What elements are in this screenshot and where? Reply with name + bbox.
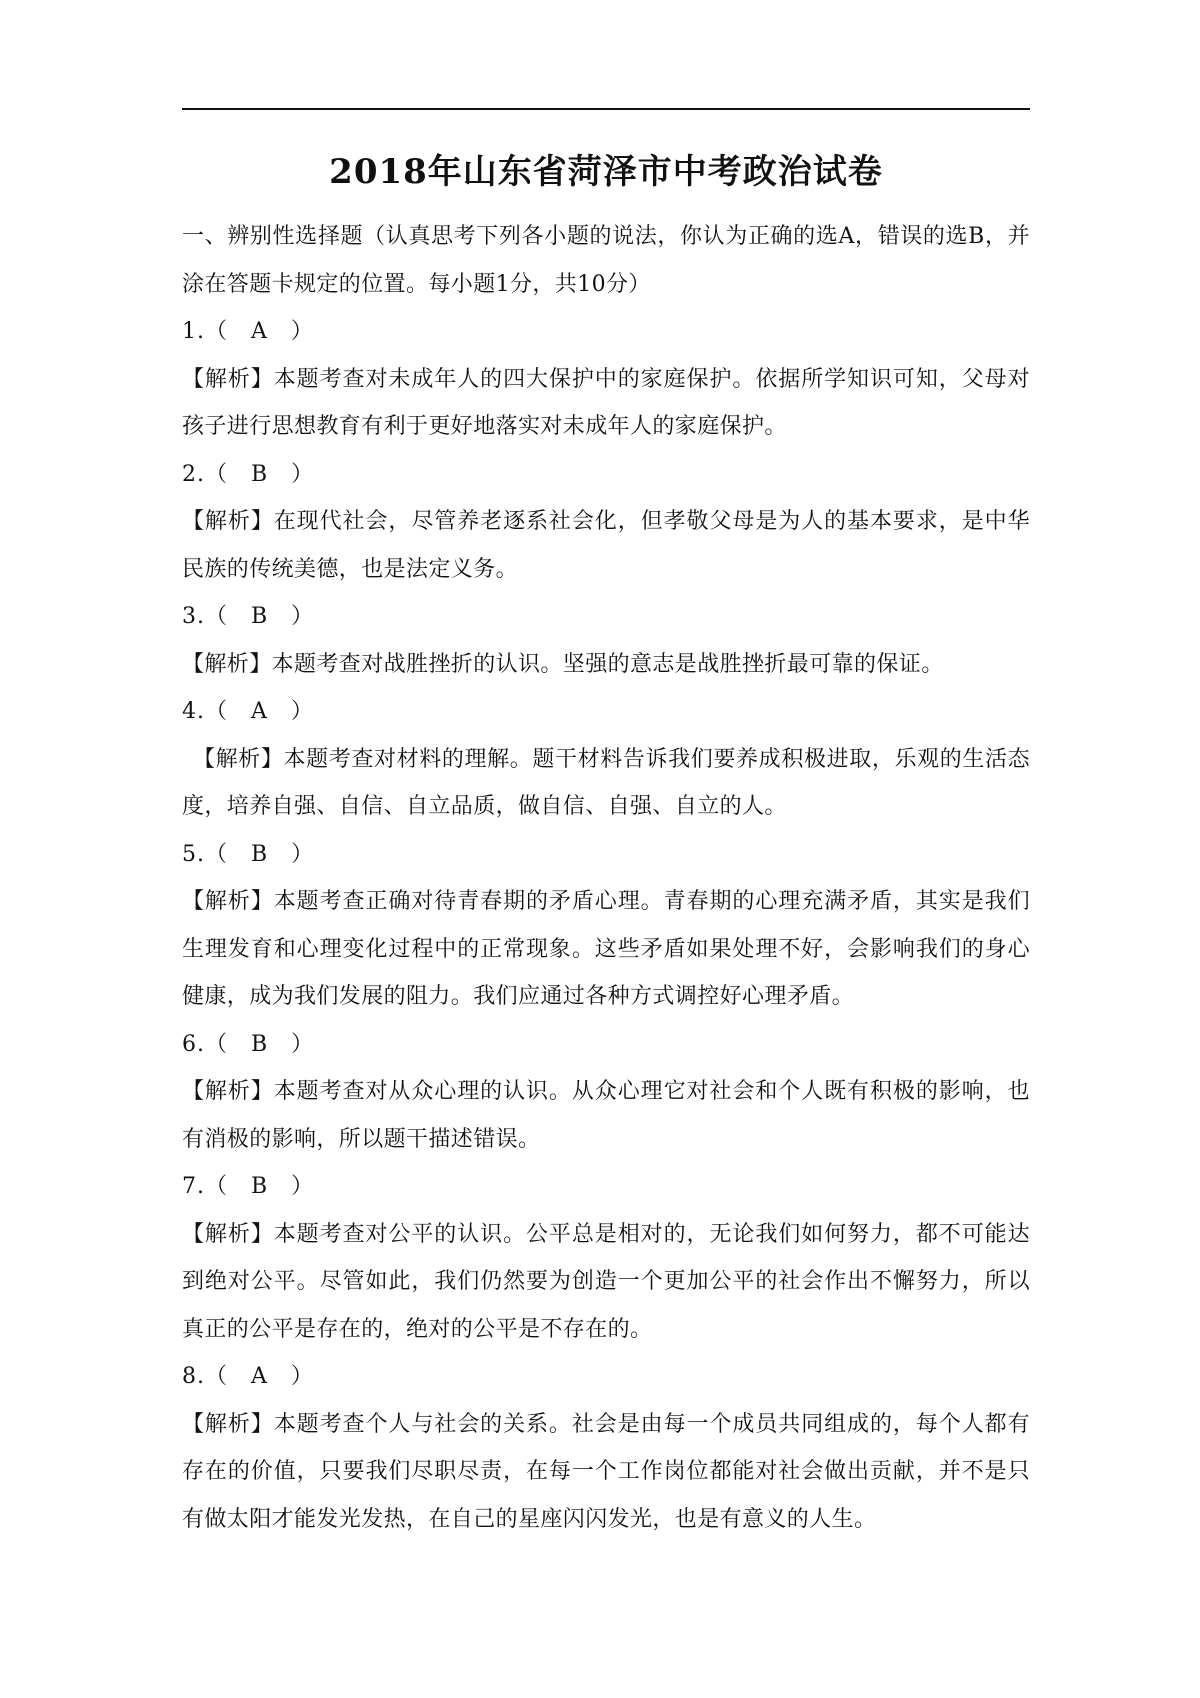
question-8-answer: 8.（ A ） — [182, 1364, 314, 1389]
question-6-explanation: 【解析】本题考查对从众心理的认识。从众心理它对社会和个人既有积极的影响，也有消极的影响，所以题干描述错误。 — [182, 1079, 1030, 1152]
question-1-explanation: 【解析】本题考查对未成年人的四大保护中的家庭保护。依据所学知识可知，父母对孩子进行思想教育有利于更好地落实对未成年人的家庭保护。 — [182, 366, 1030, 439]
question-4-answer: 4.（ A ） — [182, 699, 314, 724]
header-rule — [182, 108, 1030, 110]
question-5-explanation: 【解析】本题考查正确对待青春期的矛盾心理。青春期的心理充满矛盾，其实是我们生理发育和心理变化过程中的正常现象。这些矛盾如果处理不好，会影响我们的身心健康，成为我们发展的阻力。我们应通过各种方式调控好心理矛盾。 — [182, 889, 1030, 1009]
question-5-answer: 5.（ B ） — [182, 841, 315, 867]
page-title: 2018年山东省菏泽市中考政治试卷 — [329, 152, 883, 192]
question-8-explanation: 【解析】本题考查个人与社会的关系。社会是由每一个成员共同组成的，每个人都有存在的价值，只要我们尽职尽责，在每一个工作岗位都能对社会做出贡献，并不是只有做太阳才能发光发热，在自己的星座闪闪发光，也是有意义的人生。 — [182, 1411, 1030, 1532]
question-1-answer: 1.（ A ） — [182, 319, 314, 344]
question-3-answer: 3.（ B ） — [182, 604, 315, 629]
question-7-answer: 7.（ B ） — [182, 1174, 315, 1199]
question-6-answer: 6.（ B ） — [182, 1031, 315, 1057]
question-4-explanation: 【解析】本题考查对材料的理解。题干材料告诉我们要养成积极进取，乐观的生活态度，培养自强、自信、自立品质，做自信、自强、自立的人。 — [182, 746, 1030, 819]
section-heading: 一、辨别性选择题（认真思考下列各小题的说法，你认为正确的选A，错误的选B，并涂在答题卡规定的位置。每小题1分，共10分） — [182, 224, 1030, 297]
question-2-answer: 2.（ B ） — [182, 461, 315, 487]
question-2-explanation: 【解析】在现代社会，尽管养老逐系社会化，但孝敬父母是为人的基本要求，是中华民族的传统美德，也是法定义务。 — [182, 509, 1030, 582]
document-body — [182, 213, 1030, 1543]
question-7-explanation: 【解析】本题考查对公平的认识。公平总是相对的，无论我们如何努力，都不可能达到绝对公平。尽管如此，我们仍然要为创造一个更加公平的社会作出不懈努力，所以真正的公平是存在的，绝对的公平是不存在的。 — [182, 1221, 1030, 1342]
question-3-explanation: 【解析】本题考查对战胜挫折的认识。坚强的意志是战胜挫折最可靠的保证。 — [182, 651, 944, 677]
